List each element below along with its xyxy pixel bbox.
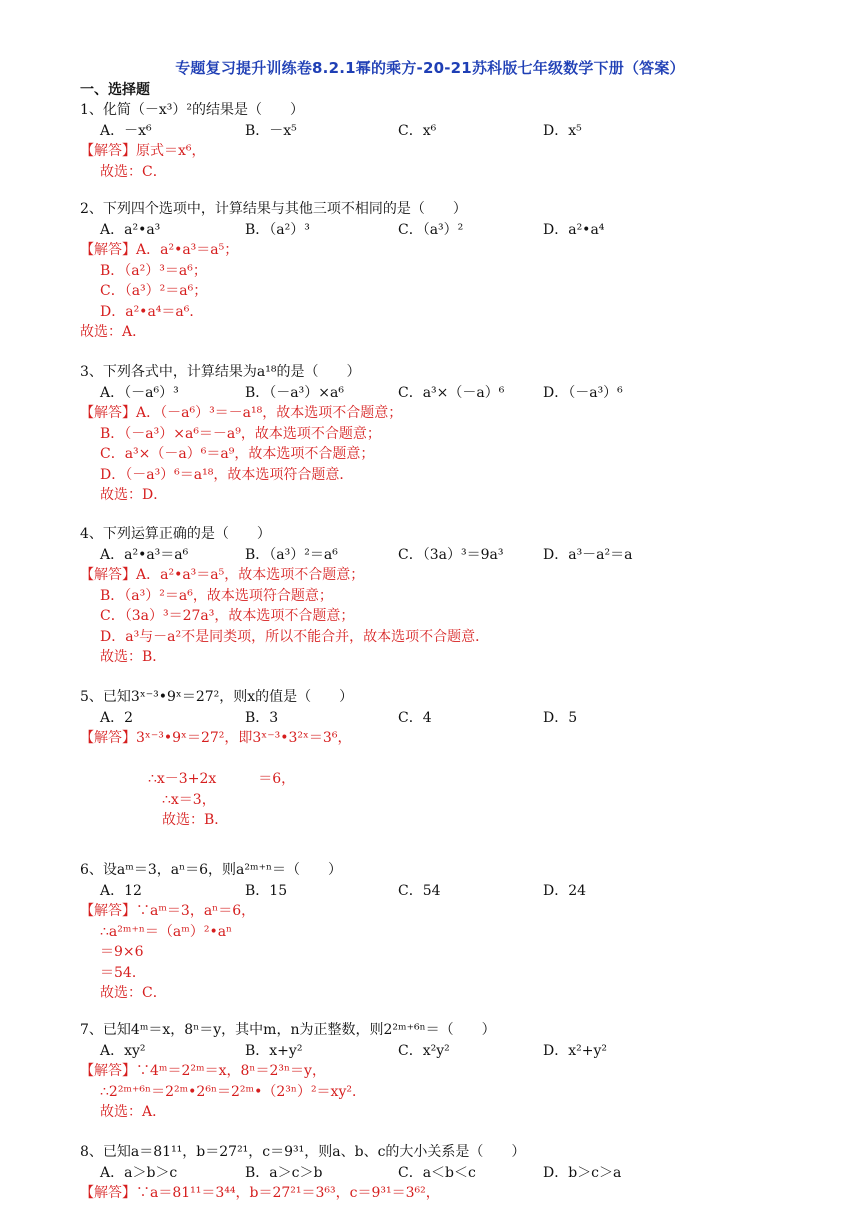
question-stem: 5、已知3ˣ⁻³•9ˣ＝27²，则x的值是（ ） [80, 689, 354, 705]
answer-line: D．a³与－a²不是同类项，所以不能合并，故本选项不合题意． [100, 628, 490, 645]
question-stem: 8、已知a＝81¹¹，b＝27²¹，c＝9³¹，则a、b、c的大小关系是（ ） [80, 1144, 526, 1160]
question-3 [80, 362, 623, 506]
option-a: A．a²•a³ [100, 221, 161, 238]
answer-line: 【解答】∵4ᵐ＝2²ᵐ＝x，8ⁿ＝2³ⁿ＝y， [80, 1063, 326, 1079]
answer-line: 故选：A． [80, 324, 147, 340]
option-b: B．3 [245, 709, 279, 726]
option-b: B．（a³）²＝a⁶ [245, 546, 338, 563]
question-2 [80, 199, 605, 343]
answer-line: 故选：B． [162, 812, 229, 828]
option-row [80, 1041, 607, 1062]
question-8 [80, 1142, 622, 1204]
answer-line: 【解答】原式＝x⁶， [80, 143, 206, 159]
answer-line: C．（3a）³＝27a³，故本选项不合题意； [100, 608, 355, 624]
answer-line: D．（－a³）⁶＝a¹⁸，故本选项符合题意． [100, 466, 354, 483]
question-stem: 7、已知4ᵐ＝x，8ⁿ＝y，其中m，n为正整数，则2²ᵐ⁺⁶ⁿ＝（ ） [80, 1022, 496, 1038]
option-b: B．－x⁵ [245, 122, 297, 139]
question-stem: 4、下列运算正确的是（ ） [80, 526, 271, 542]
option-a: A．a＞b＞c [100, 1164, 178, 1181]
question-stem: 1、化简（－x³）²的结果是（ ） [80, 102, 305, 118]
option-d: D．a³－a²＝a [543, 546, 633, 563]
option-b: B．x+y² [245, 1042, 303, 1059]
option-d: D．a²•a⁴ [543, 221, 605, 238]
answer-line: ∴x＝3， [162, 791, 216, 808]
question-stem: 3、下列各式中，计算结果为a¹⁸的是（ ） [80, 364, 361, 380]
option-a: A．a²•a³＝a⁶ [100, 546, 189, 563]
answer-line: ＝9×6 [100, 944, 144, 960]
option-b: B．a＞c＞b [245, 1164, 323, 1181]
option-row [80, 708, 578, 729]
answer-line: ＝54． [100, 964, 146, 981]
answer-line: B．（a³）²＝a⁶，故本选项符合题意； [100, 587, 333, 604]
option-row [80, 545, 633, 566]
answer-line: 故选：A． [100, 1104, 167, 1120]
answer-line: 【解答】∵aᵐ＝3，aⁿ＝6， [80, 903, 256, 919]
option-d: D．（－a³）⁶ [543, 384, 623, 401]
answer-line: C．（a³）²＝a⁶； [100, 283, 208, 299]
question-7 [80, 1020, 607, 1123]
question-stem: 2、下列四个选项中，计算结果与其他三项不相同的是（ ） [80, 201, 467, 217]
option-a: A．xy² [100, 1042, 146, 1059]
option-d: D．b＞c＞a [543, 1164, 622, 1181]
question-5 [80, 687, 578, 831]
option-row [80, 383, 623, 404]
option-c: C．54 [398, 882, 441, 899]
option-b: B．（a²）³ [245, 221, 310, 238]
answer-line: B．（a²）³＝a⁶； [100, 262, 207, 279]
option-d: D．24 [543, 882, 587, 899]
answer-line: 【解答】∵a＝81¹¹＝3⁴⁴，b＝27²¹＝3⁶³，c＝9³¹＝3⁶²， [80, 1185, 440, 1201]
option-c: C．a＜b＜c [398, 1164, 476, 1181]
option-c: C．x⁶ [398, 122, 437, 139]
answer-line: 【解答】A．（－a⁶）³＝－a¹⁸，故本选项不合题意； [80, 405, 403, 421]
option-c: C．（a³）² [398, 221, 464, 238]
question-stem: 6、设aᵐ＝3，aⁿ＝6，则a²ᵐ⁺ⁿ＝（ ） [80, 862, 343, 878]
option-row [80, 1163, 622, 1184]
option-b: B．（－a³）×a⁶ [245, 384, 344, 401]
option-a: A．（－a⁶）³ [100, 384, 179, 401]
answer-line: 故选：B． [100, 649, 167, 665]
answer-line: ∴2²ᵐ⁺⁶ⁿ＝2²ᵐ•2⁶ⁿ＝2²ᵐ•（2³ⁿ）²＝xy²． [100, 1083, 366, 1100]
option-c: C．（3a）³＝9a³ [398, 546, 504, 563]
question-4 [80, 524, 633, 668]
section-heading: 一、选择题 [80, 82, 150, 98]
answer-line: D．a²•a⁴＝a⁶． [100, 303, 204, 320]
option-a: A．2 [100, 709, 134, 726]
answer-line: 【解答】A．a²•a³＝a⁵； [80, 242, 239, 258]
option-a: A．－x⁶ [100, 122, 152, 139]
option-b: B．15 [245, 882, 288, 899]
answer-line: 故选：D． [100, 487, 168, 503]
option-row [80, 121, 582, 142]
option-d: D．5 [543, 709, 578, 726]
answer-line: 故选：C． [100, 163, 167, 180]
question-6 [80, 860, 587, 1004]
option-c: C．x²y² [398, 1042, 450, 1059]
answer-line: B．（－a³）×a⁶＝－a⁹，故本选项不合题意； [100, 425, 381, 442]
option-c: C．a³×（－a）⁶ [398, 384, 505, 401]
answer-line: ∴x－3+2x ＝6， [148, 771, 296, 787]
option-row [80, 881, 587, 902]
answer-line: ∴a²ᵐ⁺ⁿ＝（aᵐ）²•aⁿ [100, 923, 233, 940]
answer-line [80, 749, 353, 770]
question-1 [80, 100, 582, 182]
answer-line: 故选：C． [100, 985, 167, 1001]
answer-line: C．a³×（－a）⁶＝a⁹，故本选项不合题意； [100, 446, 375, 462]
option-row [80, 220, 605, 241]
option-c: C．4 [398, 709, 432, 726]
option-d: D．x²+y² [543, 1042, 607, 1059]
document-title: 专题复习提升训练卷8.2.1幂的乘方-20-21苏科版七年级数学下册（答案） [175, 59, 685, 77]
answer-line: 【解答】A．a²•a³＝a⁵，故本选项不合题意； [80, 567, 365, 583]
option-d: D．x⁵ [543, 122, 582, 139]
answer-line: 【解答】3ˣ⁻³•9ˣ＝27²，即3ˣ⁻³•3²ˣ＝3⁶， [80, 730, 352, 746]
option-a: A．12 [100, 882, 142, 899]
